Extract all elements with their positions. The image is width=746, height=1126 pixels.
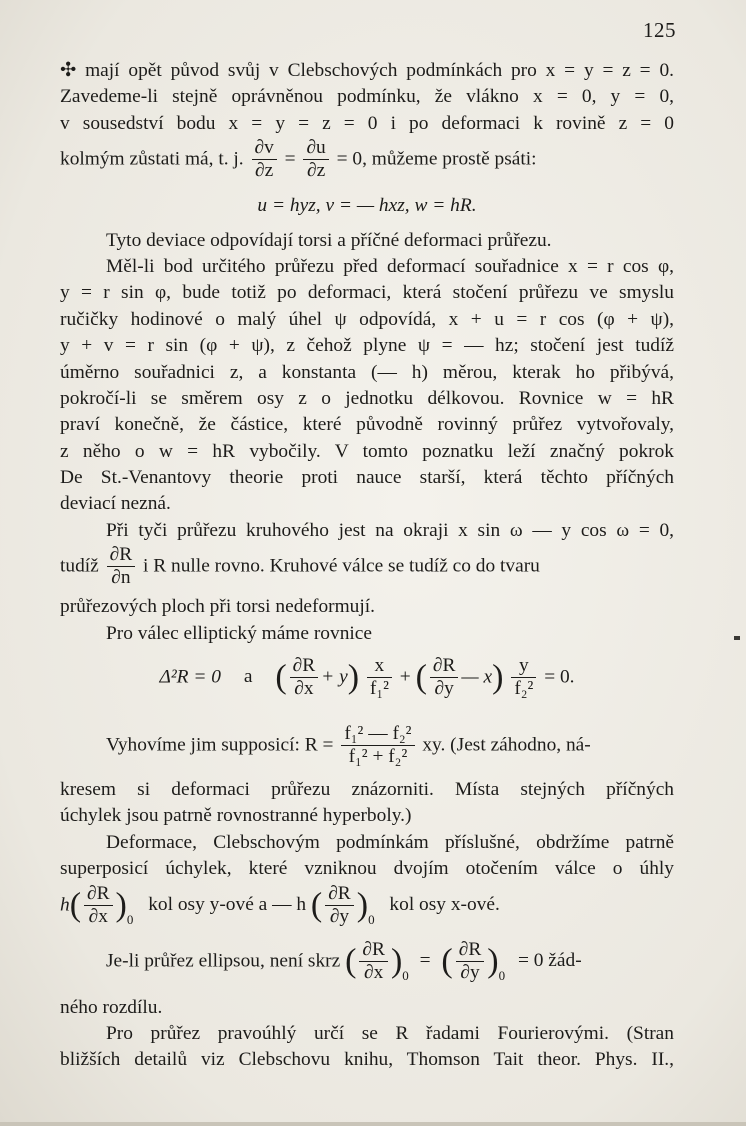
fraction: $\frac{\partial R}{\partial y}$ (325, 883, 354, 928)
text-line: ného rozdílu. (60, 996, 163, 1018)
text-line: úměrno souřadnici z, a konstanta (— h) měrou, kterak ho přibývá, (60, 361, 674, 383)
text-line-with-fractions: Je-li průřez ellipsou, není skrz ( $\frac{\partial R}{\partial x}$ )$_0$ = ( $\frac{\partial R}{\partial y}$ )$_0 = 0$ žád- (106, 938, 582, 983)
fraction: $\frac{\text{f₁² — f₂²}}{\text{f₁² + f₂²}}$ (341, 723, 414, 768)
fraction: $\frac{\partial R}{\partial y}$ (456, 939, 485, 984)
text-line: ručičky hodinové o malý úhel ψ odpovídá, x + u = r cos (φ + ψ), (60, 308, 674, 330)
body-text (60, 58, 674, 1074)
text-line-with-fractions: h( $\frac{\partial R}{\partial x}$ )$_0$ kol osy y-ové a — h ( $\frac{\partial R}{\partial y}$ )$_0$ kol osy x-ové. (60, 882, 500, 927)
text-line-with-fractions: kolmým zůstati má, t. j. $\frac{\partial v}{\partial z}$ = $\frac{\partial u}{\partial z}$ = 0, můžeme prostě psáti: (60, 137, 537, 182)
text-line: praví konečně, že částice, které původně rovinný průřez vytvořovaly, (60, 414, 674, 436)
fraction: $\frac{\partial R}{\partial x}$ (290, 655, 319, 700)
fraction: $\frac{\partial R}{\partial x}$ (359, 939, 388, 984)
text-line: úchylek jsou patrně rovnostranné hyperboly.) (60, 805, 412, 827)
text-line: pokročí-li se směrem osy z o jednotku délkovou. Rovnice w = hR (60, 387, 674, 409)
text-line: superposicí úchylek, které vzniknou dvojím otočením válce o úhly (60, 858, 674, 880)
fraction: $\frac{\partial v}{\partial z}$ (252, 137, 277, 182)
text-line: De St.-Venantovy theorie proti nauce starší, která těchto příčných (60, 467, 674, 489)
text-line-with-fraction: tudíž $\frac{\partial R}{\partial n}$ i R nulle rovno. Kruhové válce se tudíž co do tvaru (60, 544, 540, 589)
text-line: z něho o w = hR vybočily. V tomto poznatku leží značný pokrok (60, 440, 674, 462)
text-line: Při tyči průřezu kruhového jest na okraji x sin ω — y cos ω = 0, (106, 519, 674, 541)
edge-mark (734, 636, 740, 640)
text-line: Měl-li bod určitého průřezu před deformací souřadnice x = r cos φ, (106, 255, 674, 277)
fraction: $\frac{\partial R}{\partial x}$ (84, 883, 113, 928)
text-line: kresem si deformaci průřezu znázorniti. Místa stejných příčných (60, 779, 674, 801)
text-line: Deformace, Clebschovým podmínkám příslušné, obdržíme patrně (106, 831, 674, 853)
page-number: 125 (643, 18, 676, 42)
text-line: ✣ mají opět původ svůj v Clebschových podmínkách pro x = y = z = 0. (60, 60, 674, 81)
fraction: $\frac{x}{\text{f₁²}}$ (367, 655, 392, 700)
text-line: y = r sin φ, bude totiž po deformaci, která stočení průřezu ve smyslu (60, 282, 674, 304)
fraction: $\frac{\partial u}{\partial z}$ (303, 137, 328, 182)
display-equation: Δ²R = 0 a ( $\frac{\partial R}{\partial x}$ + y) $\frac{x}{\text{f₁²}}$ + ( $\frac{\partial R}{\partial y}$ — x) $\frac{y}{\text{f₂²}}$ = 0. (159, 655, 575, 700)
text-line: y + v = r sin (φ + ψ), z čehož plyne ψ = — hz; stočení jest tudíž (60, 335, 674, 357)
text-line: v sousedství bodu x = y = z = 0 i po deformaci k rovině z = 0 (60, 112, 674, 134)
text-line: Zavedeme-li stejně oprávněnou podmínku, že vlákno x = 0, y = 0, (60, 86, 674, 108)
text-line: bližších detailů viz Clebschovu knihu, Thomson Tait theor. Phys. II., (60, 1049, 674, 1071)
text-line: průřezových ploch při torsi nedeformují. (60, 596, 376, 618)
fraction: $\frac{y}{\text{f₂²}}$ (511, 655, 536, 700)
fraction: $\frac{\partial R}{\partial y}$ (430, 655, 459, 700)
page-edge (0, 1122, 746, 1126)
text-line: Tyto deviace odpovídají torsi a příčné deformaci průřezu. (106, 229, 552, 251)
text-line: Pro průřez pravoúhlý určí se R řadami Fourierovými. (Stran (106, 1022, 674, 1044)
text-line: deviací nezná. (60, 493, 171, 515)
text-line: Pro válec elliptický máme rovnice (106, 622, 372, 644)
text-line-with-fraction: Vyhovíme jim supposicí: R = $\frac{\text{f₁² — f₂²}}{\text{f₁² + f₂²}}$ xy. (Jest záhodno, ná- (106, 723, 591, 768)
display-equation: u = hyz, v = — hxz, w = hR. (257, 195, 477, 217)
fraction: $\frac{\partial R}{\partial n}$ (107, 544, 136, 589)
